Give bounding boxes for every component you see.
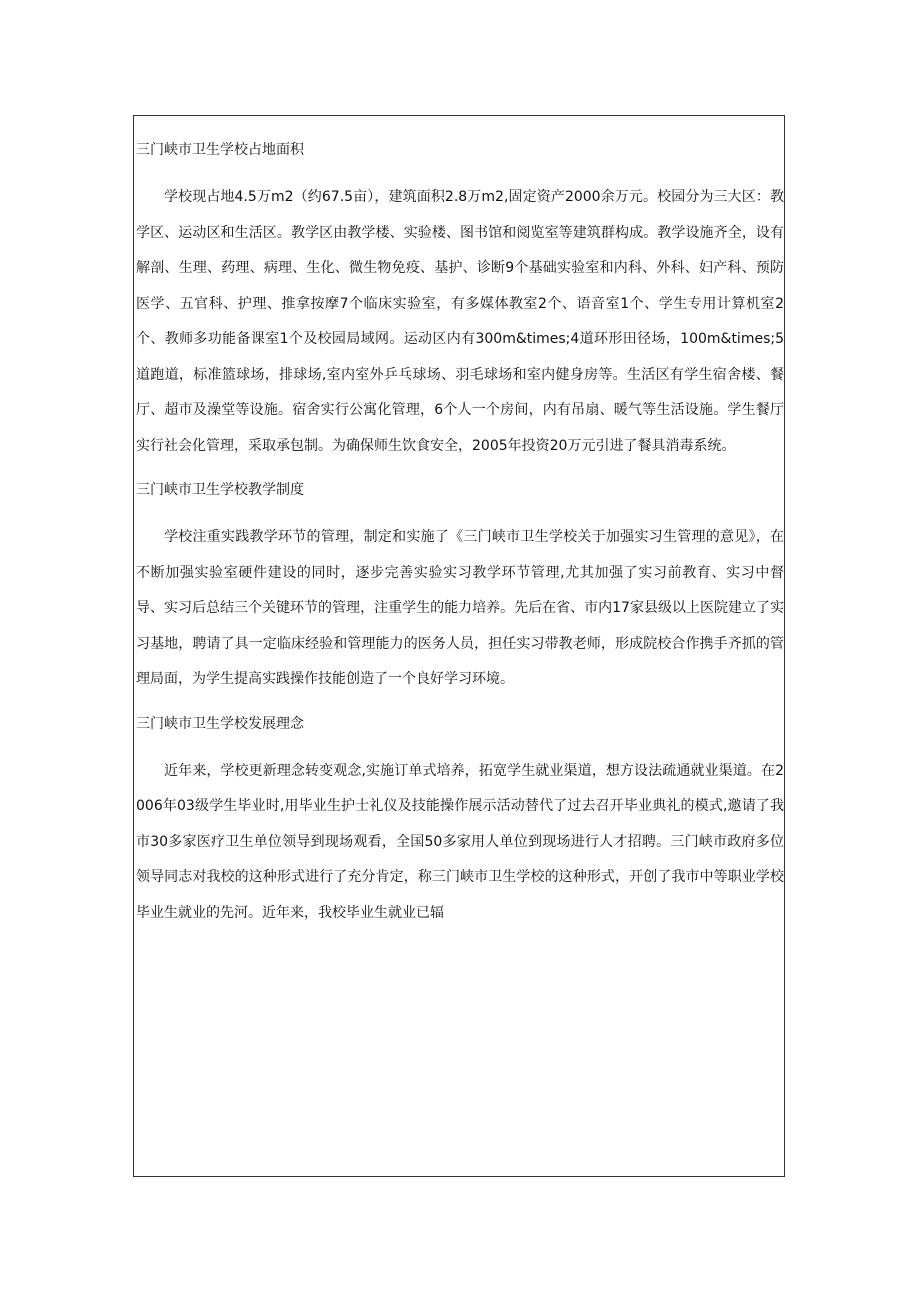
section-heading: 三门峡市卫生学校占地面积 (136, 142, 304, 158)
section-development-concept (136, 708, 784, 932)
section-campus-area (136, 134, 784, 464)
section-paragraph: 学校现占地4.5万m2（约67.5亩），建筑面积2.8万m2,固定资产2000余万元。校园分为三大区：教学区、运动区和生活区。教学区由教学楼、实验楼、图书馆和阅览室等建筑群构成。教学设施齐全，设有解剖、生理、药理、病理、生化、微生物免疫、基护、诊断9个基础实验室和内科、外科、妇产科、预防医学、五官科、护理、推拿按摩7个临床实验室，有多媒体教室2个、语音室1个、学生专用计算机室2个、教师多功能备课室1个及校园局域网。运动区内有300m&times;4道环形田径场，100m&times;5道跑道，标准篮球场，排球场,室内室外乒乓球场、羽毛球场和室内健身房等。生活区有学生宿舍楼、餐厅、超市及澡堂等设施。宿舍实行公寓化管理，6个人一个房间，内有吊扇、暖气等生活设施。学生餐厅实行社会化管理，采取承包制。为确保师生饮食安全，2005年投资20万元引进了餐具消毒系统。 (136, 189, 784, 454)
section-paragraph: 学校注重实践教学环节的管理，制定和实施了《三门峡市卫生学校关于加强实习生管理的意见》，在不断加强实验室硬件建设的同时，逐步完善实验实习教学环节管理,尤其加强了实习前教育、实习中督导、实习后总结三个关键环节的管理，注重学生的能力培养。先后在省、市内17家县级以上医院建立了实习基地，聘请了具一定临床经验和管理能力的医务人员，担任实习带教老师，形成院校合作携手齐抓的管理局面，为学生提高实践操作技能创造了一个良好学习环境。 (136, 529, 784, 687)
section-paragraph: 近年来，学校更新理念转变观念,实施订单式培养，拓宽学生就业渠道，想方设法疏通就业渠道。在2006年03级学生毕业时,用毕业生护士礼仪及技能操作展示活动替代了过去召开毕业典礼的模式,邀请了我市30多家医疗卫生单位领导到现场观看，全国50多家用人单位到现场进行人才招聘。三门峡市政府多位领导同志对我校的这种形式进行了充分肯定，称三门峡市卫生学校的这种形式，开创了我市中等职业学校毕业生就业的先河。近年来，我校毕业生就业已辐 (136, 762, 784, 921)
document-frame (133, 115, 785, 1177)
section-teaching-system (136, 474, 784, 698)
section-heading: 三门峡市卫生学校发展理念 (136, 715, 304, 732)
section-heading: 三门峡市卫生学校教学制度 (136, 482, 304, 498)
